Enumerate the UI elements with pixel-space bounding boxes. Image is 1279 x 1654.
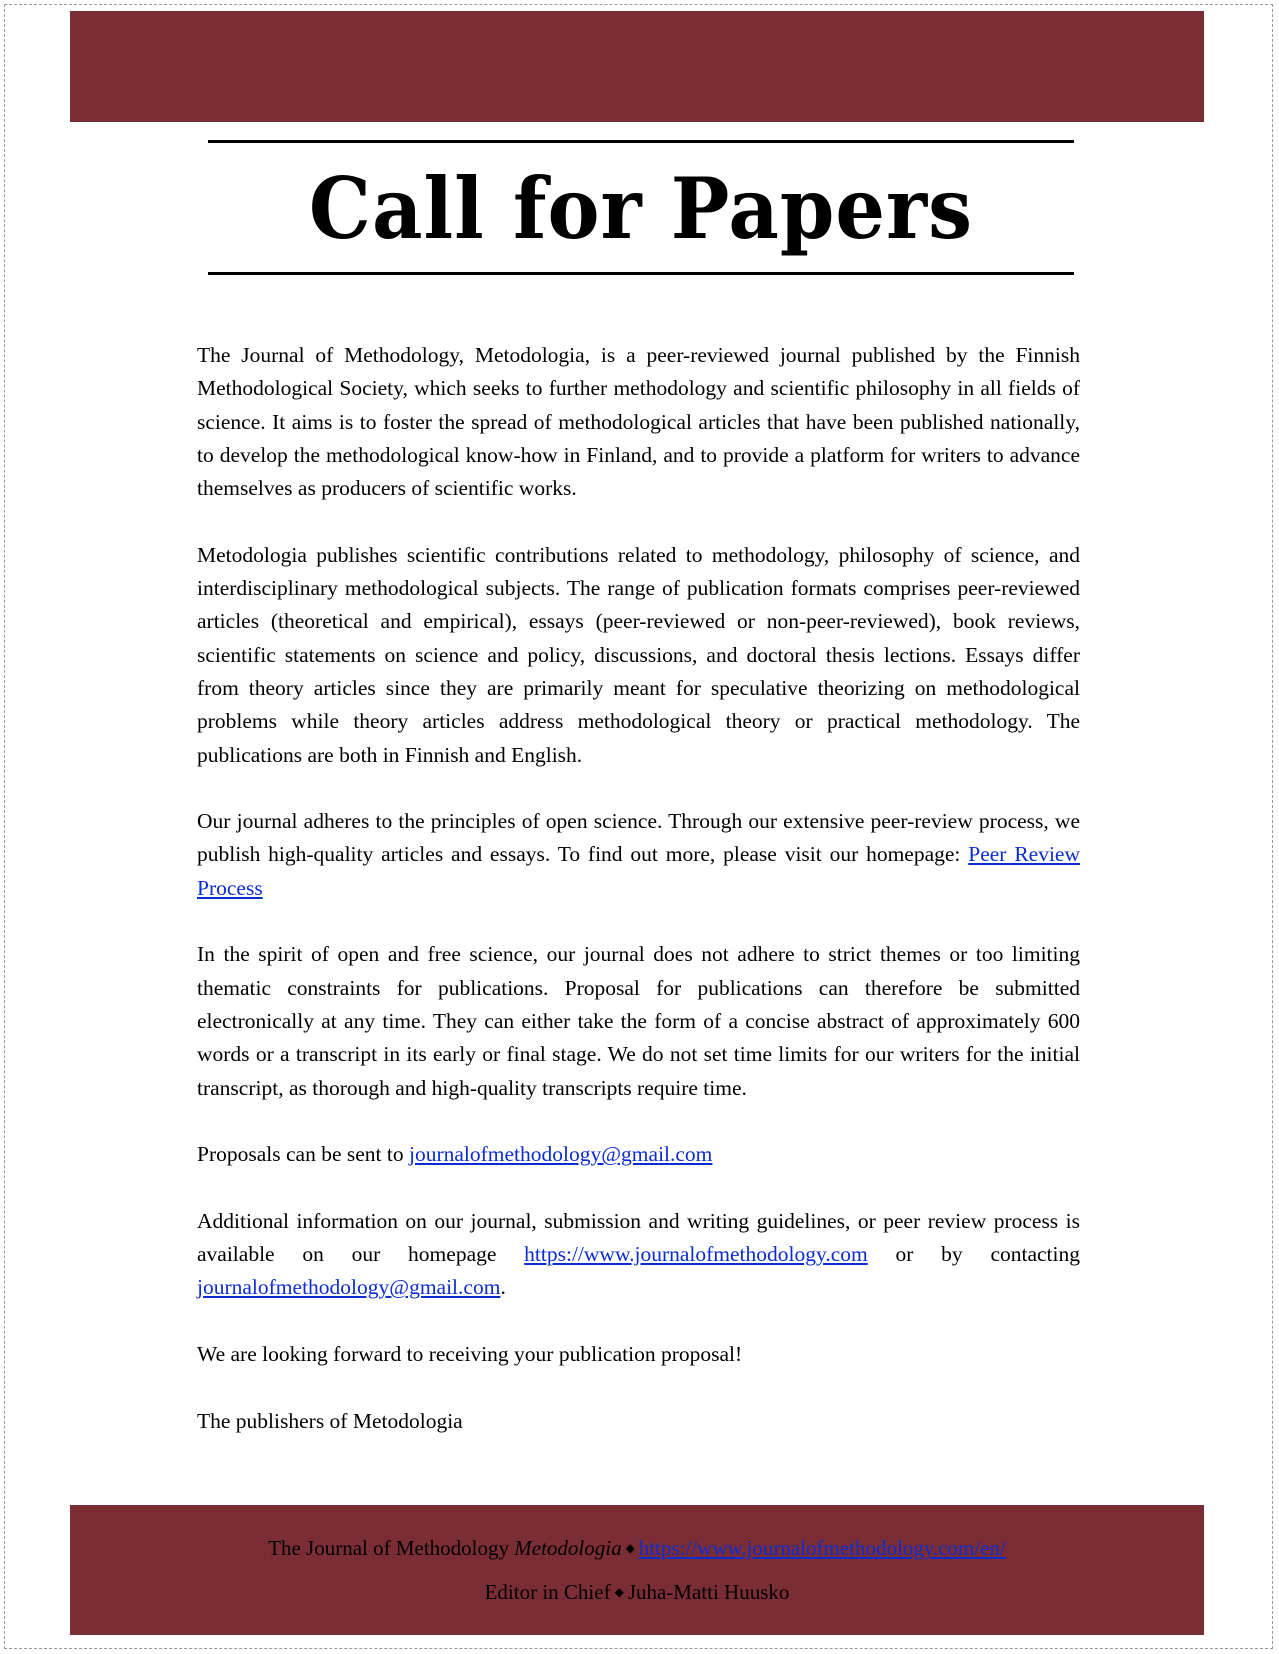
paragraph-additional-info-end: . [500,1275,506,1300]
paragraph-signature: The publishers of Metodologia [197,1408,463,1433]
footer-editor-line [70,1580,1204,1605]
paragraph-proposals [197,1138,1080,1171]
footer-band [70,1505,1204,1635]
footer-journal-name: The Journal of Methodology [268,1536,509,1560]
paragraph-additional-info-text: Additional information on our journal, submission and writing guidelines, or peer review process is available on our homepage [197,1208,1080,1267]
paragraph-proposals-text: Proposals can be sent to [197,1142,409,1167]
paragraph-additional-info [197,1205,1080,1305]
body-text [197,339,1080,1471]
footer-editor-label: Editor in Chief [484,1580,611,1604]
paragraph-open-science-text: Our journal adheres to the principles of open science. Through our extensive peer-review process, we publish high-quality articles and essays. To find out more, please visit our homepage: [197,809,1080,867]
peer-review-process-link[interactable]: Peer Review Process [197,842,1080,900]
diamond-separator-icon: ◆ [625,1541,635,1555]
paragraph-additional-info-mid: or by contacting [867,1242,1080,1267]
paragraph-open-science [197,805,1080,905]
paragraph-closing: We are looking forward to receiving your publication proposal! [197,1341,743,1366]
paragraph-submissions: In the spirit of open and free science, our journal does not adhere to strict themes or too limiting thematic constraints for publications. Proposal for publications can therefore be submitted electronically at any time. They can either take the form of a concise abstract of approximately 600 words or a transcript in its early or final stage. We do not set time limits for our writers for the initial transcript, as thorough and high-quality transcripts require time. [197,942,1080,1100]
email-link[interactable]: journalofmethodology@gmail.com [408,1142,713,1167]
paragraph-intro: The Journal of Methodology, Metodologia, is a peer-reviewed journal published by the Finnish Methodological Society, which seeks to further methodology and scientific philosophy in all fields of science. It aims is to foster the spread of methodological articles that have been published nationally, to develop the methodological know-how in Finland, and to provide a platform for writers to advance themselves as producers of scientific works. [197,343,1080,501]
footer-url-link[interactable]: https://www.journalofmethodology.com/en/ [638,1536,1006,1560]
footer-journal-line [70,1536,1204,1561]
footer-journal-italic: Metodologia [514,1536,622,1560]
title-rule-top [208,140,1074,143]
diamond-separator-icon: ◆ [614,1585,624,1599]
contact-email-link[interactable]: journalofmethodology@gmail.com [197,1275,501,1300]
homepage-link[interactable]: https://www.journalofmethodology.com [524,1242,868,1267]
header-band [70,11,1204,122]
footer-editor-name: Juha-Matti Huusko [627,1580,790,1604]
title-rule-bottom [208,272,1074,275]
paragraph-scope: Metodologia publishes scientific contributions related to methodology, philosophy of science, and interdisciplinary methodological subjects. The range of publication formats comprises peer-reviewed articles (theoretical and empirical), essays (peer-reviewed or non-peer-reviewed), book reviews, scientific statements on science and policy, discussions, and doctoral thesis lections. Essays differ from theory articles since they are primarily meant for speculative theorizing on methodological problems while theory articles address methodological theory or practical methodology. The publications are both in Finnish and English. [197,542,1080,767]
page-title: Call for Papers [308,160,974,259]
